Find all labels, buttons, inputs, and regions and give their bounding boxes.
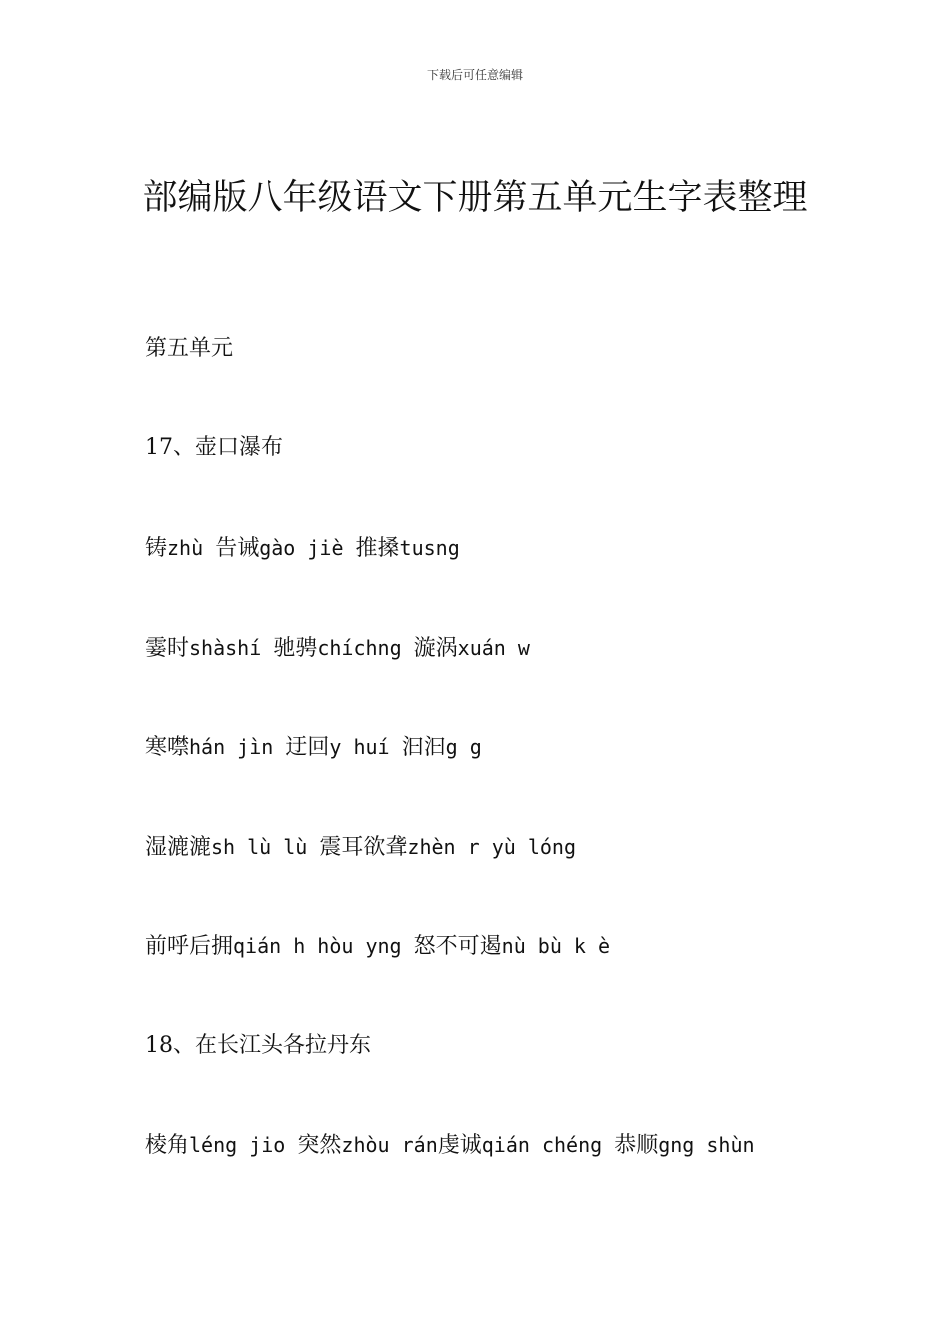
vocab-word: 恭顺 [614,1133,659,1158]
vocab-word: 虔诚 [437,1133,482,1158]
vocab-word: 告诫 [215,536,260,561]
vocab-row [145,931,825,962]
vocab-pinyin: zhù [167,536,216,560]
vocab-pinyin: qián chéng [481,1133,615,1157]
vocab-word: 前呼后拥 [145,934,234,959]
vocab-row [145,533,825,564]
vocab-row [145,732,825,763]
vocab-word: 棱角 [145,1133,190,1158]
vocab-row [145,1121,825,1170]
vocab-pinyin: gào jiè [259,536,356,560]
vocab-pinyin: g g [445,735,482,759]
vocab-row [145,633,825,664]
vocab-word: 怒不可遏 [413,934,502,959]
vocab-pinyin: gng shùn [658,1133,755,1157]
vocab-pinyin: chíchng [317,636,414,660]
vocab-pinyin: hán jìn [189,735,286,759]
lesson-heading: 17、壶口瀑布 [145,435,283,460]
vocab-pinyin: zhòu rán [341,1133,438,1157]
header-note: 下载后可任意编辑 [426,68,523,82]
vocab-word: 驰骋 [273,636,318,661]
vocab-word: 寒噤 [145,735,190,760]
vocab-word: 推搡 [355,536,400,561]
vocab-pinyin: qián h hòu yng [233,934,414,958]
vocab-pinyin: zhèn r yù lóng [407,835,576,859]
vocab-pinyin: sh lù lù [211,835,320,859]
vocab-pinyin: xuán w [457,636,530,660]
vocab-word: 铸 [145,536,168,561]
vocab-word: 漩涡 [413,636,458,661]
vocab-word: 霎时 [145,636,190,661]
unit-heading: 第五单元 [145,336,234,361]
vocab-word: 湿漉漉 [145,835,212,860]
vocab-pinyin: y huí [329,735,402,759]
vocab-pinyin: nù bù k è [501,934,611,958]
vocab-word: 震耳欲聋 [319,835,408,860]
vocab-row [145,832,825,863]
lesson-heading: 18、在长江头各拉丹东 [145,1033,371,1058]
vocab-word: 突然 [297,1133,342,1158]
vocab-word: 汩汩 [401,735,446,760]
document-title: 部编版八年级语文下册第五单元生字表整理 [142,178,808,218]
vocab-pinyin: tusng [399,536,460,560]
vocab-word: 迂回 [285,735,330,760]
vocab-pinyin: léng jio [189,1133,298,1157]
vocab-pinyin: shàshí [189,636,274,660]
